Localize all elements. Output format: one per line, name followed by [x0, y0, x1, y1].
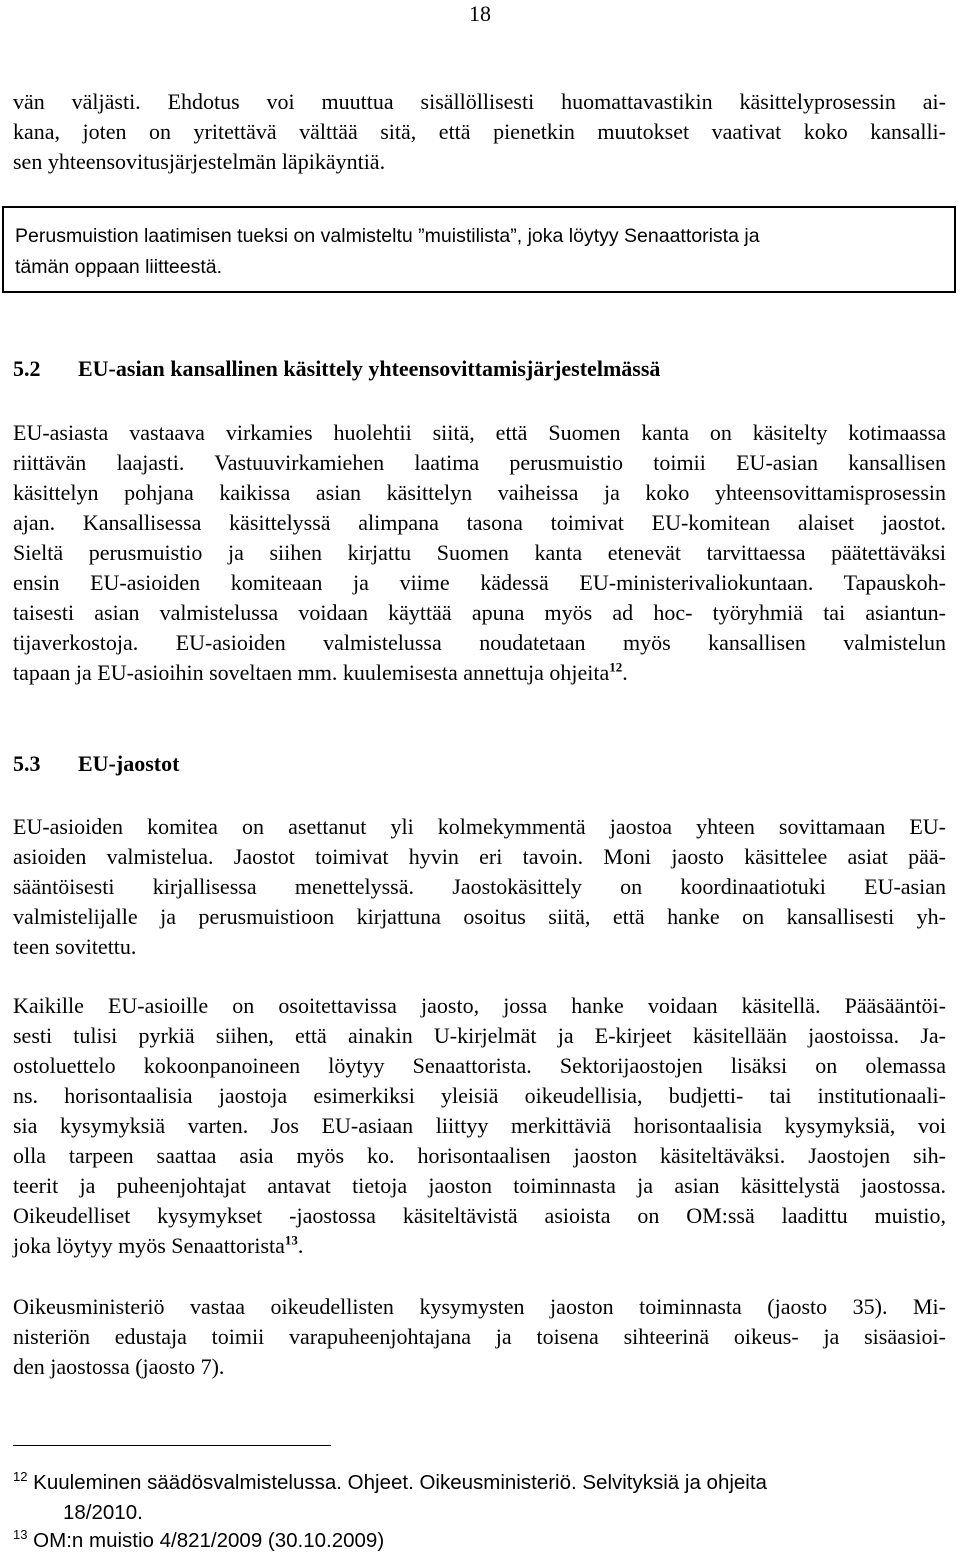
body-line: nisteriön edustaja toimii varapuheenjohtajana ja toisena sihteerinä oikeus- ja sisäasioi-: [13, 1324, 946, 1349]
footnote-divider: [13, 1445, 331, 1446]
footnote-12-continued: 18/2010.: [63, 1501, 143, 1524]
body-line: käsittelyn pohjana kaikissa asian käsittelyn vaiheissa ja koko yhteensovittamisprosessin: [13, 480, 946, 505]
body-line: ensin EU-asioiden komiteaan ja viime kädessä EU-ministerivaliokuntaan. Tapauskoh-: [13, 570, 946, 595]
body-line: asioiden valmistelua. Jaostot toimivat hyvin eri tavoin. Moni jaosto käsittelee asiat pää-: [13, 844, 946, 869]
body-line: Sieltä perusmuistio ja siihen kirjattu Suomen kanta etenevät tarvittaessa päätettäväksi: [13, 540, 946, 565]
body-line: ajan. Kansallisessa käsittelyssä alimpana tasona toimivat EU-komitean alaiset jaostot.: [13, 510, 946, 535]
body-line: valmistelijalle ja perusmuistioon kirjattuna osoitus siitä, että hanke on kansallisesti yh-: [13, 904, 946, 929]
section-number: 5.2: [13, 356, 41, 381]
body-line: teerit ja puheenjohtajat antavat tietoja jaoston toiminnasta ja asian käsittelystä jaostossa.: [13, 1173, 946, 1198]
body-line: Kaikille EU-asioille on osoitettavissa jaosto, jossa hanke voidaan käsitellä. Pääsääntöi-: [13, 993, 946, 1018]
body-line: sia kysymyksiä varten. Jos EU-asiaan liittyy merkittäviä horisontaalisia kysymyksiä, voi: [13, 1113, 946, 1138]
body-line: joka löytyy myös Senaattorista$^{13}$.: [13, 1232, 304, 1258]
note-line: Perusmuistion laatimisen tueksi on valmisteltu ”muistilista”, joka löytyy Senaattorista ja: [15, 225, 760, 247]
section-number: 5.3: [13, 751, 41, 776]
section-title: EU-jaostot: [78, 751, 180, 776]
body-line: kana, joten on yritettävä välttää sitä, että pienetkin muutokset vaativat koko kansalli-: [13, 119, 946, 144]
page-number: 18: [469, 1, 491, 26]
footnote-ref[interactable]: 13: [284, 1232, 298, 1248]
body-line: vän väljästi. Ehdotus voi muuttua sisällöllisesti huomattavastikin käsittelyprosessin ai-: [13, 89, 946, 114]
body-line: olla tarpeen saattaa asia myös ko. horisontaalisen jaoston käsiteltäväksi. Jaostojen sih-: [13, 1143, 946, 1168]
body-line: tapaan ja EU-asioihin soveltaen mm. kuulemisesta annettuja ohjeita$^{12}$.: [13, 659, 628, 685]
note-line: tämän oppaan liitteestä.: [15, 256, 223, 278]
body-line: sesti tulisi pyrkiä siihen, että ainakin U-kirjelmät ja E-kirjeet käsitellään jaostoissa. Ja-: [13, 1023, 946, 1048]
body-line: EU-asioiden komitea on asettanut yli kolmekymmentä jaostoa yhteen sovittamaan EU-: [13, 814, 946, 839]
body-line: sen yhteensovitusjärjestelmän läpikäyntiä.: [13, 149, 386, 174]
body-line: den jaostossa (jaosto 7).: [13, 1354, 225, 1379]
body-line: ns. horisontaalisia jaostoja esimerkiksi yleisiä oikeudellisia, budjetti- tai institutionaali-: [13, 1083, 946, 1108]
body-line: Oikeusministeriö vastaa oikeudellisten kysymysten jaoston toiminnasta (jaosto 35). Mi-: [13, 1294, 946, 1319]
body-line: riittävän laajasti. Vastuuvirkamiehen laatima perusmuistio toimii EU-asian kansallisen: [13, 450, 946, 475]
body-line: teen sovitettu.: [13, 934, 137, 959]
footnote-ref[interactable]: 12: [609, 659, 623, 675]
body-line: EU-asiasta vastaava virkamies huolehtii siitä, että Suomen kanta on käsitelty kotimaassa: [13, 420, 946, 445]
footnote-12: $^{12}$ Kuuleminen säädösvalmistelussa. Ohjeet. Oikeusministeriö. Selvityksiä ja ohjeita: [13, 1469, 767, 1494]
body-line: tijaverkostoja. EU-asioiden valmistelussa noudatetaan myös kansallisen valmistelun: [13, 630, 946, 655]
footnote-13: $^{13}$ OM:n muistio 4/821/2009 (30.10.2009): [13, 1527, 385, 1552]
body-line: ostoluettelo kokoonpanoineen löytyy Senaattorista. Sektorijaostojen lisäksi on olemassa: [13, 1053, 946, 1078]
note-box: [2, 206, 956, 293]
body-line: sääntöisesti kirjallisessa menettelyssä. Jaostokäsittely on koordinaatiotuki EU-asian: [13, 874, 946, 899]
section-title: EU-asian kansallinen käsittely yhteensovittamisjärjestelmässä: [78, 356, 661, 381]
body-line: Oikeudelliset kysymykset -jaostossa käsiteltävistä asioista on OM:ssä laadittu muistio,: [13, 1203, 946, 1228]
body-line: taisesti asian valmistelussa voidaan käyttää apuna myös ad hoc- työryhmiä tai asiantun-: [13, 600, 946, 625]
